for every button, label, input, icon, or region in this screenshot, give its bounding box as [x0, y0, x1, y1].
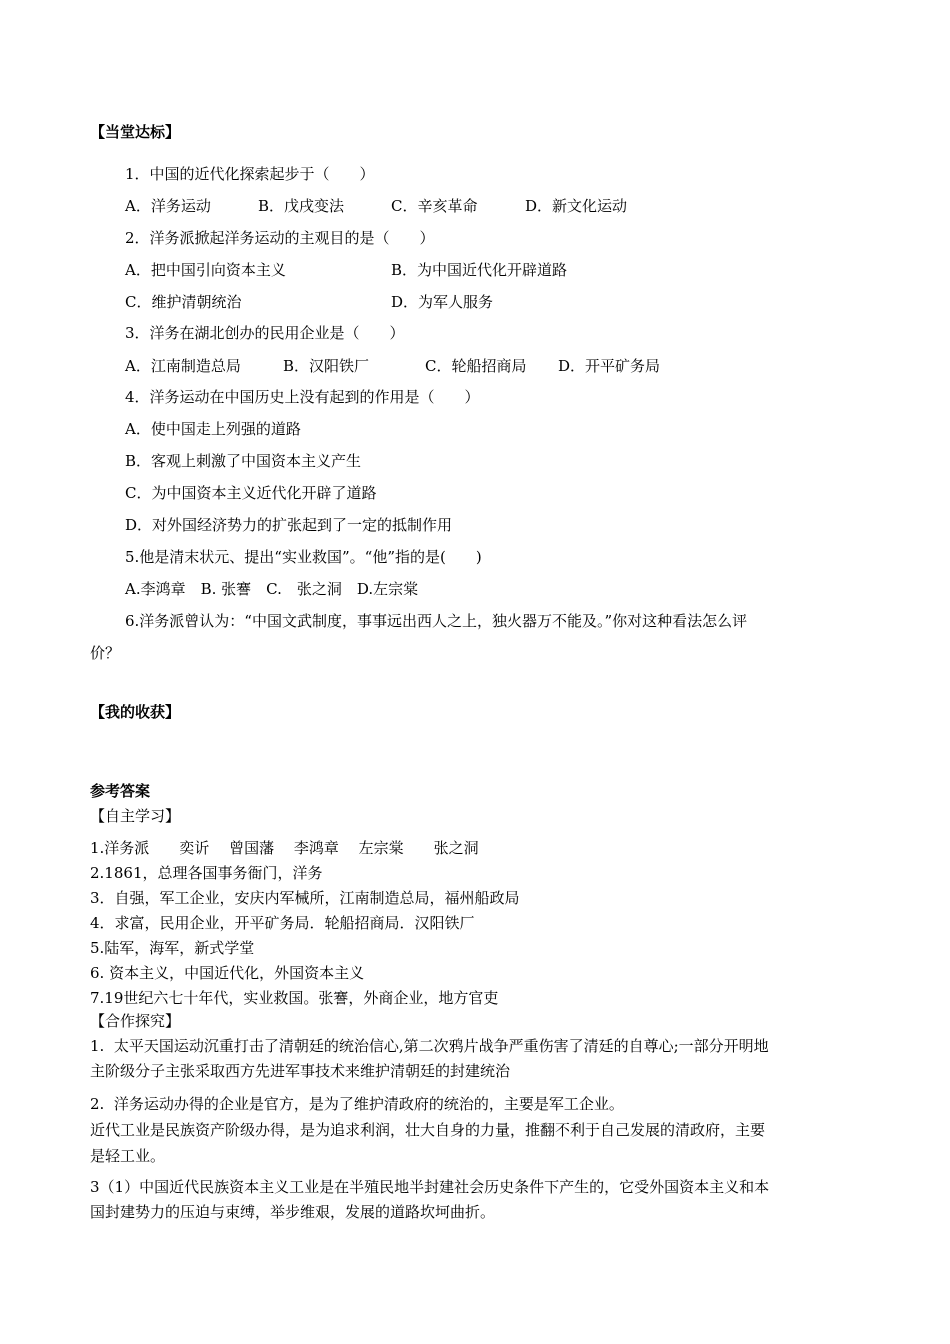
question-4-option-c: C．为中国资本主义近代化开辟了道路	[125, 484, 377, 502]
option-b: B．汉阳铁厂	[283, 357, 370, 375]
question-4-option-b: B．客观上刺激了中国资本主义产生	[125, 452, 362, 470]
question-6-line-2: 价？	[90, 644, 121, 662]
question-2-options-row-2	[125, 292, 825, 312]
option-a: A．洋务运动	[125, 197, 211, 215]
question-1-options	[125, 196, 825, 216]
option-d: D．开平矿务局	[558, 357, 661, 375]
question-5-options: A.李鸿章 B. 张謇 C. 张之洞 D.左宗棠	[125, 580, 419, 598]
answers-title: 参考答案	[90, 782, 151, 800]
option-d: D．为军人服务	[391, 293, 494, 311]
answer-item: 2.1861，总理各国事务衙门，洋务	[90, 864, 323, 882]
answer-item: 3．自强，军工企业，安庆内军械所，江南制造总局，福州船政局	[90, 889, 520, 907]
coop-line: 国封建势力的压迫与束缚，举步维艰，发展的道路坎坷曲折。	[90, 1203, 496, 1221]
section-heading-harvest: 【我的收获】	[90, 703, 181, 721]
coop-line: 是轻工业。	[90, 1147, 166, 1165]
question-3: 3．洋务在湖北创办的民用企业是（ ）	[125, 324, 405, 342]
option-b: B．戊戌变法	[258, 197, 345, 215]
question-6-line-1: 6.洋务派曾认为：“中国文武制度，事事远出西人之上，独火器万不能及。”你对这种看法怎么评	[125, 612, 748, 630]
question-4: 4．洋务运动在中国历史上没有起到的作用是（ ）	[125, 388, 480, 406]
coop-line: 2. 洋务运动办得的企业是官方，是为了维护清政府的统治的，主要是军工企业。	[90, 1095, 624, 1113]
coop-heading: 【合作探究】	[90, 1012, 181, 1030]
self-study-heading: 【自主学习】	[90, 807, 181, 825]
coop-line: 3（1）中国近代民族资本主义工业是在半殖民地半封建社会历史条件下产生的，它受外国资本主义和本	[90, 1178, 770, 1196]
question-2: 2．洋务派掀起洋务运动的主观目的是（ ）	[125, 229, 435, 247]
question-1: 1．中国的近代化探索起步于（ ）	[125, 165, 375, 183]
answer-item: 1.洋务派 奕䜣 曾国藩 李鸿章 左宗棠 张之洞	[90, 839, 479, 857]
coop-line: 近代工业是民族资产阶级办得，是为追求利润，壮大自身的力量，推翻不利于自己发展的清政府，主要	[90, 1121, 766, 1139]
answer-item: 5.陆军，海军，新式学堂	[90, 939, 255, 957]
question-3-options	[125, 356, 825, 376]
question-2-options-row-1	[125, 260, 825, 280]
option-c: C．轮船招商局	[425, 357, 527, 375]
option-b: B．为中国近代化开辟道路	[391, 261, 568, 279]
option-a: A．把中国引向资本主义	[125, 261, 286, 279]
section-heading-practice: 【当堂达标】	[90, 123, 181, 141]
coop-line: 主阶级分子主张采取西方先进军事技术来维护清朝廷的封建统治	[90, 1062, 511, 1080]
question-5: 5.他是清末状元、提出“实业救国”。“他”指的是( )	[125, 548, 482, 566]
option-c: C．维护清朝统治	[125, 293, 242, 311]
question-4-option-d: D．对外国经济势力的扩张起到了一定的抵制作用	[125, 516, 453, 534]
option-a: A．江南制造总局	[125, 357, 241, 375]
option-d: D．新文化运动	[525, 197, 628, 215]
option-c: C．辛亥革命	[391, 197, 478, 215]
answer-item: 7.19世纪六七十年代，实业救国。张謇，外商企业，地方官吏	[90, 989, 499, 1007]
answer-item: 4．求富，民用企业，开平矿务局．轮船招商局．汉阳铁厂	[90, 914, 475, 932]
question-4-option-a: A．使中国走上列强的道路	[125, 420, 301, 438]
coop-line: 1. 太平天国运动沉重打击了清朝廷的统治信心,第二次鸦片战争严重伤害了清廷的自尊心;一部分开明地	[90, 1037, 769, 1055]
answer-item: 6. 资本主义，中国近代化，外国资本主义	[90, 964, 365, 982]
